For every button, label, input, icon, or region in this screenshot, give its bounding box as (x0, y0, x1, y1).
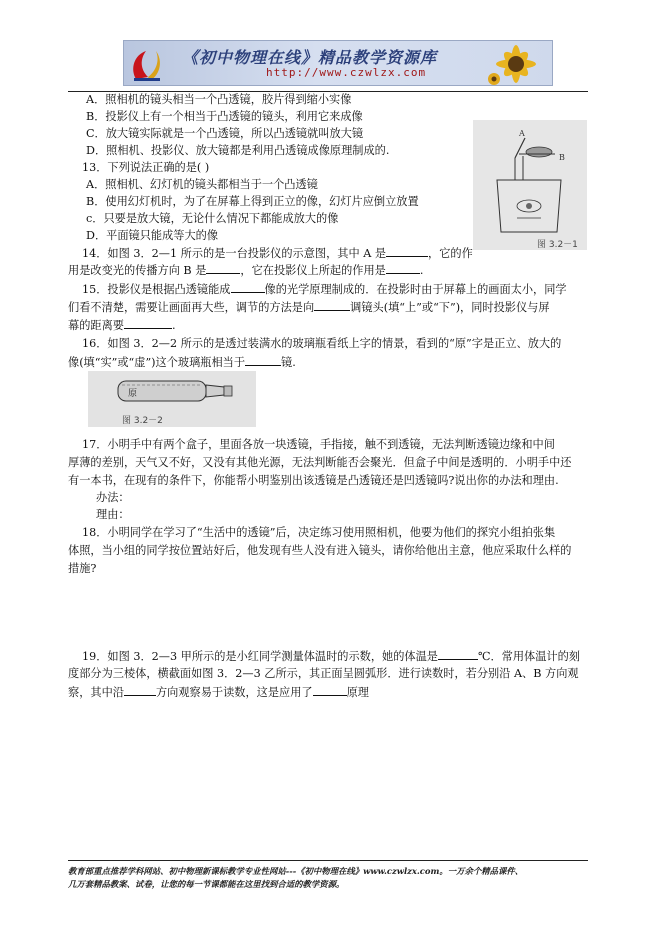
figure-3-2-2-caption: 图 3.2－2 (122, 416, 163, 426)
q15-line-2: 们看不清楚，需要让画面再大些，调节的方法是向 调镜头(填“上”或“下”)，同时投影仪与屏 (68, 301, 550, 314)
q17-line-1: 17．小明手中有两个盒子，里面各放一块透镜，手指接，触不到透镜，无法判断透镜边缘和中间 (82, 438, 555, 451)
figure-3-2-2 (88, 371, 256, 427)
answer-blank[interactable] (386, 263, 420, 274)
q12-option-c: C．放大镜实际就是一个凸透镜，所以凸透镜就叫放大镜 (86, 127, 364, 140)
site-banner (123, 40, 553, 86)
answer-blank[interactable] (245, 355, 281, 366)
q15-line-1: 15．投影仪是根据凸透镜能成 像的光学原理制成的．在投影时由于屏幕上的画面太小，同学 (82, 283, 567, 296)
projector-diagram (473, 120, 587, 238)
fig2-label: 原 (128, 389, 138, 399)
q18-line-2: 体照，当小组的同学按位置站好后，他发现有些人没有进入镜头，请你给他出主意，他应采取什么样的 (68, 544, 572, 557)
q16-line-2: 像(填“实”或“虚”)这个玻璃瓶相当于 镜. (68, 356, 296, 369)
q14-line-2: 用是改变光的传播方向 B 是 ，它在投影仪上所起的作用是 . (68, 264, 424, 277)
banner-url: http://www.czwlzx.com (266, 66, 427, 79)
footer-rule (68, 860, 588, 861)
q18-line-3: 措施? (68, 562, 97, 575)
q15-line-3: 幕的距离要 . (68, 319, 176, 332)
fig1-label-b: B (559, 153, 565, 162)
q17-line-2: 厚薄的差别，天气又不好，又没有其他光源，无法判断能否会聚光．但盒子中间是透明的．小明手中还 (68, 456, 572, 469)
answer-blank[interactable] (206, 263, 240, 274)
figure-3-2-1-caption: 图 3.2－1 (537, 240, 578, 250)
answer-blank[interactable] (438, 649, 478, 660)
banner-title: 《初中物理在线》精品教学资源库 (182, 48, 438, 67)
answer-blank[interactable] (124, 685, 156, 696)
footer-line-2: 几万套精品教案、试卷，让您的每一节课都能在这里找到合适的教学资源。 (68, 879, 345, 889)
answer-blank[interactable] (386, 246, 428, 257)
q13-option-b: B．使用幻灯机时，为了在屏幕上得到正立的像，幻灯片应倒立放置 (86, 195, 419, 208)
footer-line-1: 教育部重点推荐学科网站、初中物理新课标教学专业性网站---《初中物理在线》www.czwlzx.com。一万余个精品课件、 (68, 866, 524, 876)
q19-line-3: 察，其中沿 方向观察易于读数，这是应用了 原理 (68, 686, 369, 699)
answer-blank[interactable] (231, 282, 265, 293)
q12-option-d: D．照相机、投影仪、放大镜都是利用凸透镜成像原理制成的. (86, 144, 390, 157)
q13-option-c: c．只要是放大镜，无论什么情况下都能成放大的像 (86, 212, 339, 225)
q17-reason-label: 理由： (96, 508, 130, 521)
q12-option-a: A．照相机的镜头相当一个凸透镜，胶片得到缩小实像 (86, 93, 352, 106)
q13-stem: 13．下列说法正确的是( ) (82, 161, 210, 174)
answer-blank[interactable] (124, 318, 172, 329)
bottle-diagram (88, 371, 256, 415)
site-logo-icon (128, 45, 164, 83)
q17-method-label: 办法： (96, 491, 130, 504)
answer-blank[interactable] (313, 685, 347, 696)
q19-line-2: 度部分为三棱体，横截面如图 3．2—3 乙所示，其正面呈圆弧形．进行读数时，若分别沿 A、B 方向观 (68, 667, 579, 680)
q13-option-d: D．平面镜只能成等大的像 (86, 229, 219, 242)
header-rule (68, 91, 588, 92)
q14-line-1: 14．如图 3．2—1 所示的是一台投影仪的示意图，其中 A 是 ，它的作 (82, 247, 473, 260)
q19-line-1: 19．如图 3．2—3 甲所示的是小红同学测量体温时的示数，她的体温是 ℃．常用体温计的刻 (82, 650, 580, 663)
figure-3-2-1 (473, 120, 587, 250)
q16-line-1: 16．如图 3．2—2 所示的是透过装满水的玻璃瓶看纸上字的情景，看到的“原”字是正立、放大的 (82, 337, 562, 350)
sunflower-icon (486, 43, 546, 85)
answer-blank[interactable] (314, 300, 350, 311)
q18-line-1: 18．小明同学在学习了“生活中的透镜”后，决定练习使用照相机，他要为他们的探究小组拍张集 (82, 526, 556, 539)
fig1-label-a: A (519, 129, 525, 138)
q17-line-3: 有一本书，在现有的条件下，你能帮小明鉴别出该透镜是凸透镜还是凹透镜吗?说出你的办法和理由. (68, 474, 559, 487)
q12-option-b: B．投影仪上有一个相当于凸透镜的镜头，利用它来成像 (86, 110, 363, 123)
q13-option-a: A．照相机、幻灯机的镜头都相当于一个凸透镜 (86, 178, 318, 191)
